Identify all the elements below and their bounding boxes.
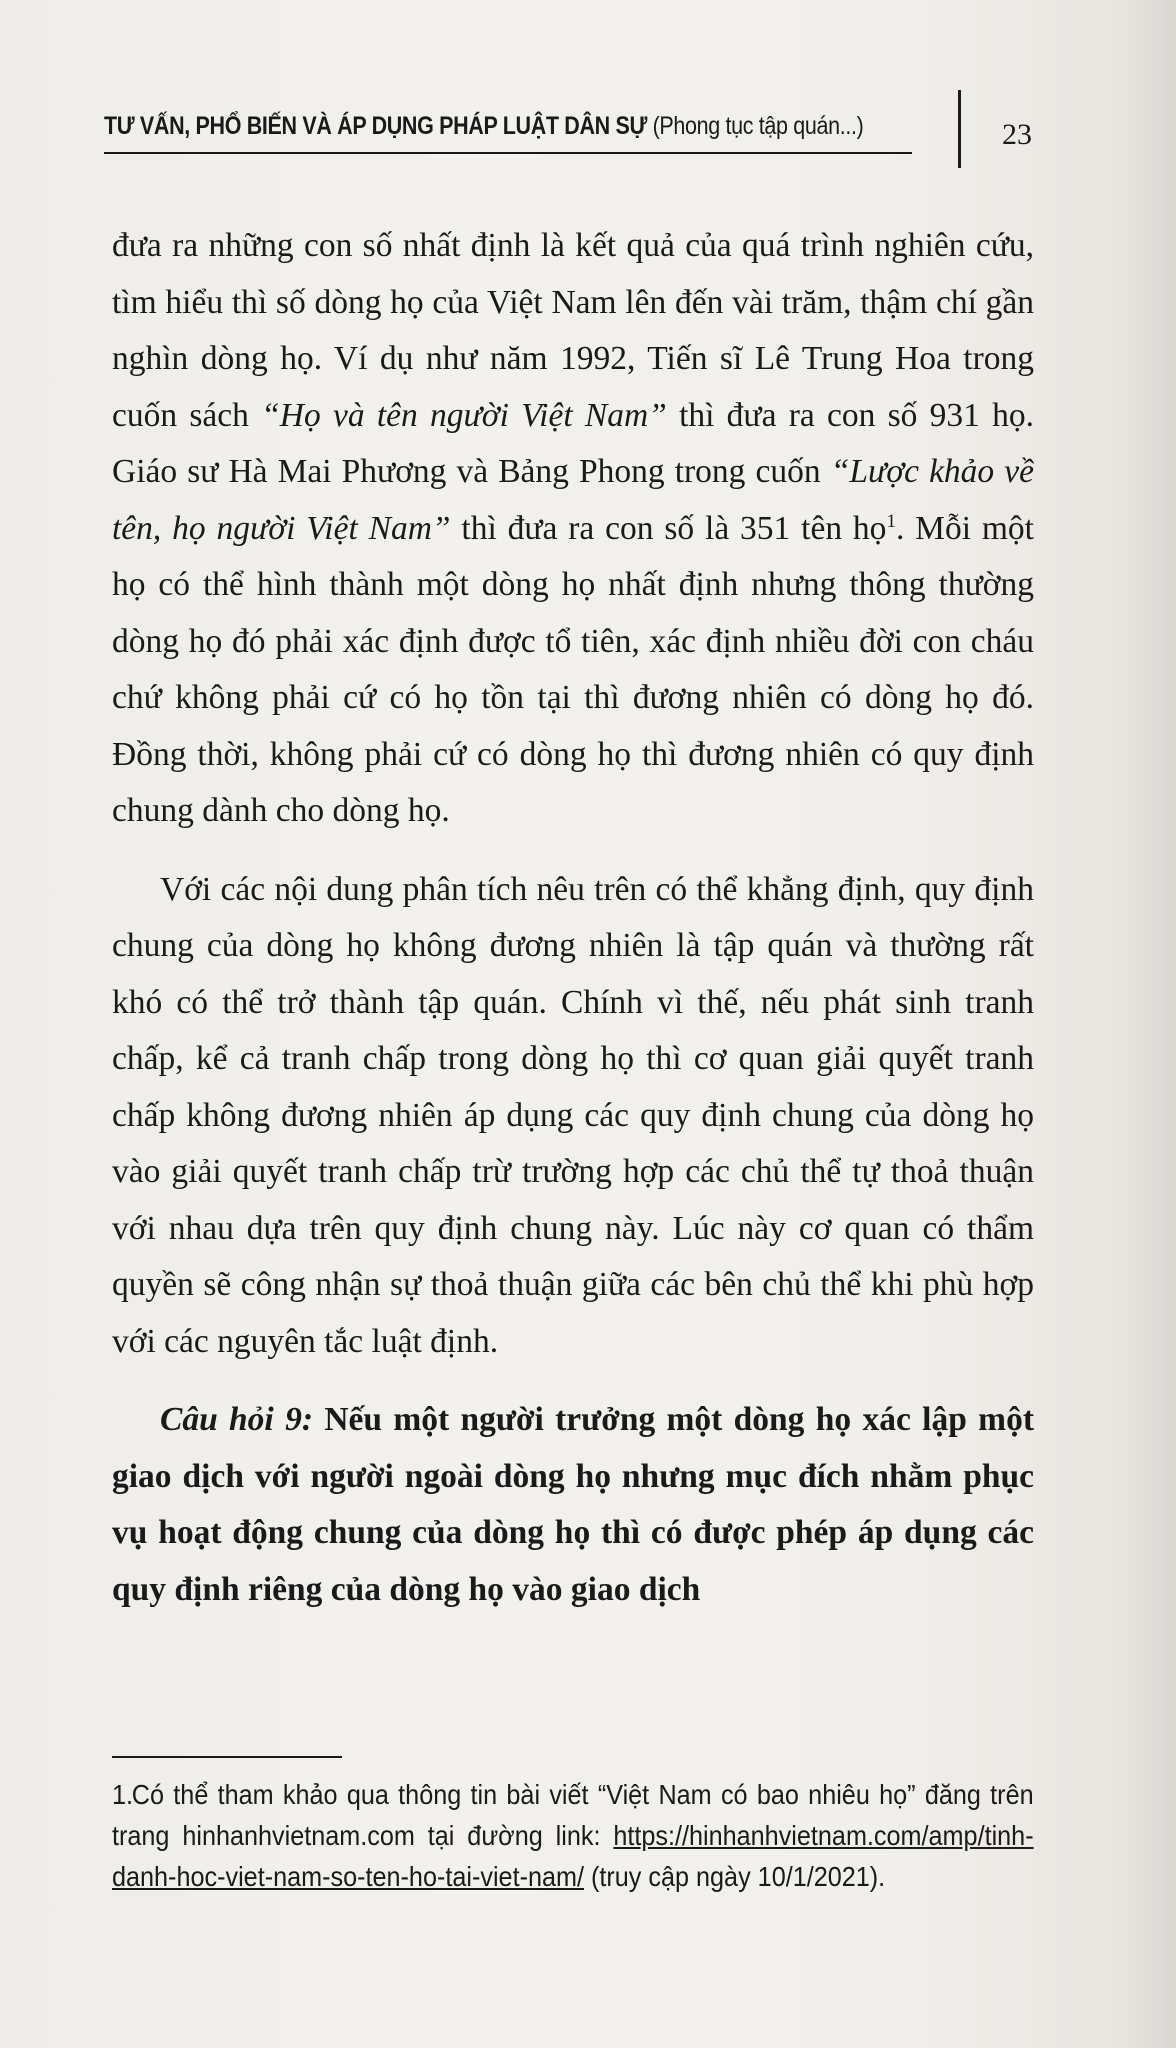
footnote-rule bbox=[112, 1756, 342, 1758]
book-title-1: “Họ và tên người Việt Nam” bbox=[261, 396, 667, 434]
paragraph-1-part-a: đưa ra những con số nhất định là kết quả của quá trình nghiên cứu, tìm hiểu thì số dòng họ của Việt Nam lên đến vài trăm, thậm chí gần nghìn dòng họ. Ví dụ như năm 1992, Tiến sĩ Lê Trung Hoa trong cuốn sách bbox=[112, 227, 1034, 434]
question-9 bbox=[112, 1392, 1034, 1618]
footnote-link[interactable]: https://hinhanhvietnam.com/amp/tinh-danh-hoc-viet-nam-so-ten-ho-tai-viet-nam/ bbox=[112, 1820, 1034, 1892]
question-text: Nếu một người trưởng một dòng họ xác lập một giao dịch với người ngoài dòng họ nhưng mục đích nhằm phục vụ hoạt động chung của dòng họ thì có được phép áp dụng các quy định riêng của dòng họ vào giao dịch bbox=[112, 1401, 1034, 1608]
paragraph-1 bbox=[112, 218, 1034, 840]
question-label: Câu hỏi 9: bbox=[160, 1401, 313, 1438]
footnote-text-b: (truy cập ngày 10/1/2021). bbox=[583, 1861, 886, 1892]
running-head bbox=[104, 108, 924, 152]
header-separator bbox=[958, 90, 961, 168]
footnote bbox=[112, 1774, 1034, 1897]
body-text bbox=[112, 218, 1034, 1618]
running-head-subtitle: (Phong tục tập quán...) bbox=[652, 112, 864, 140]
footnote-number: 1. bbox=[112, 1779, 134, 1810]
paragraph-1-part-d: . Mỗi một họ có thể hình thành một dòng họ nhất định nhưng thông thường dòng họ đó phải xác định được tổ tiên, xác định nhiều đời con cháu chứ không phải cứ có họ tồn tại thì đương nhiên có dòng họ đó. Đồng thời, không phải cứ có dòng họ thì đương nhiên có quy định chung dành cho dòng họ. bbox=[112, 509, 1034, 829]
book-title-2: “Lược khảo về tên, họ người Việt Nam” bbox=[112, 453, 1035, 547]
paragraph-1-part-c: thì đưa ra con số là 351 tên họ bbox=[450, 509, 887, 547]
paragraph-2: Với các nội dung phân tích nêu trên có thể khẳng định, quy định chung của dòng họ không đương nhiên là tập quán và thường rất khó có thể trở thành tập quán. Chính vì thế, nếu phát sinh tranh chấp, kể cả tranh chấp trong dòng họ thì cơ quan giải quyết tranh chấp không đương nhiên áp dụng các quy định chung của dòng họ vào giải quyết tranh chấp trừ trường hợp các chủ thể tự thoả thuận với nhau dựa trên quy định chung này. Lúc này cơ quan có thẩm quyền sẽ công nhận sự thoả thuận giữa các bên chủ thể khi phù hợp với các nguyên tắc luật định. bbox=[112, 870, 1034, 1360]
page-edge-shadow bbox=[1116, 0, 1176, 2048]
running-head-rule bbox=[104, 152, 912, 154]
running-head-title bbox=[104, 112, 863, 141]
footnote-text-a: Có thể tham khảo qua thông tin bài viết “Việt Nam có bao nhiêu họ” đăng trên trang hinhanhvietnam.com tại đường link: bbox=[112, 1779, 1034, 1851]
footnote-reference: 1 bbox=[886, 510, 896, 532]
page-number: 23 bbox=[1002, 118, 1032, 151]
running-head-title-bold: TƯ VẤN, PHỔ BIẾN VÀ ÁP DỤNG PHÁP LUẬT DÂN SỰ bbox=[104, 112, 647, 140]
paragraph-1-part-b: thì đưa ra con số 931 họ. Giáo sư Hà Mai Phương và Bảng Phong trong cuốn bbox=[112, 396, 1034, 490]
